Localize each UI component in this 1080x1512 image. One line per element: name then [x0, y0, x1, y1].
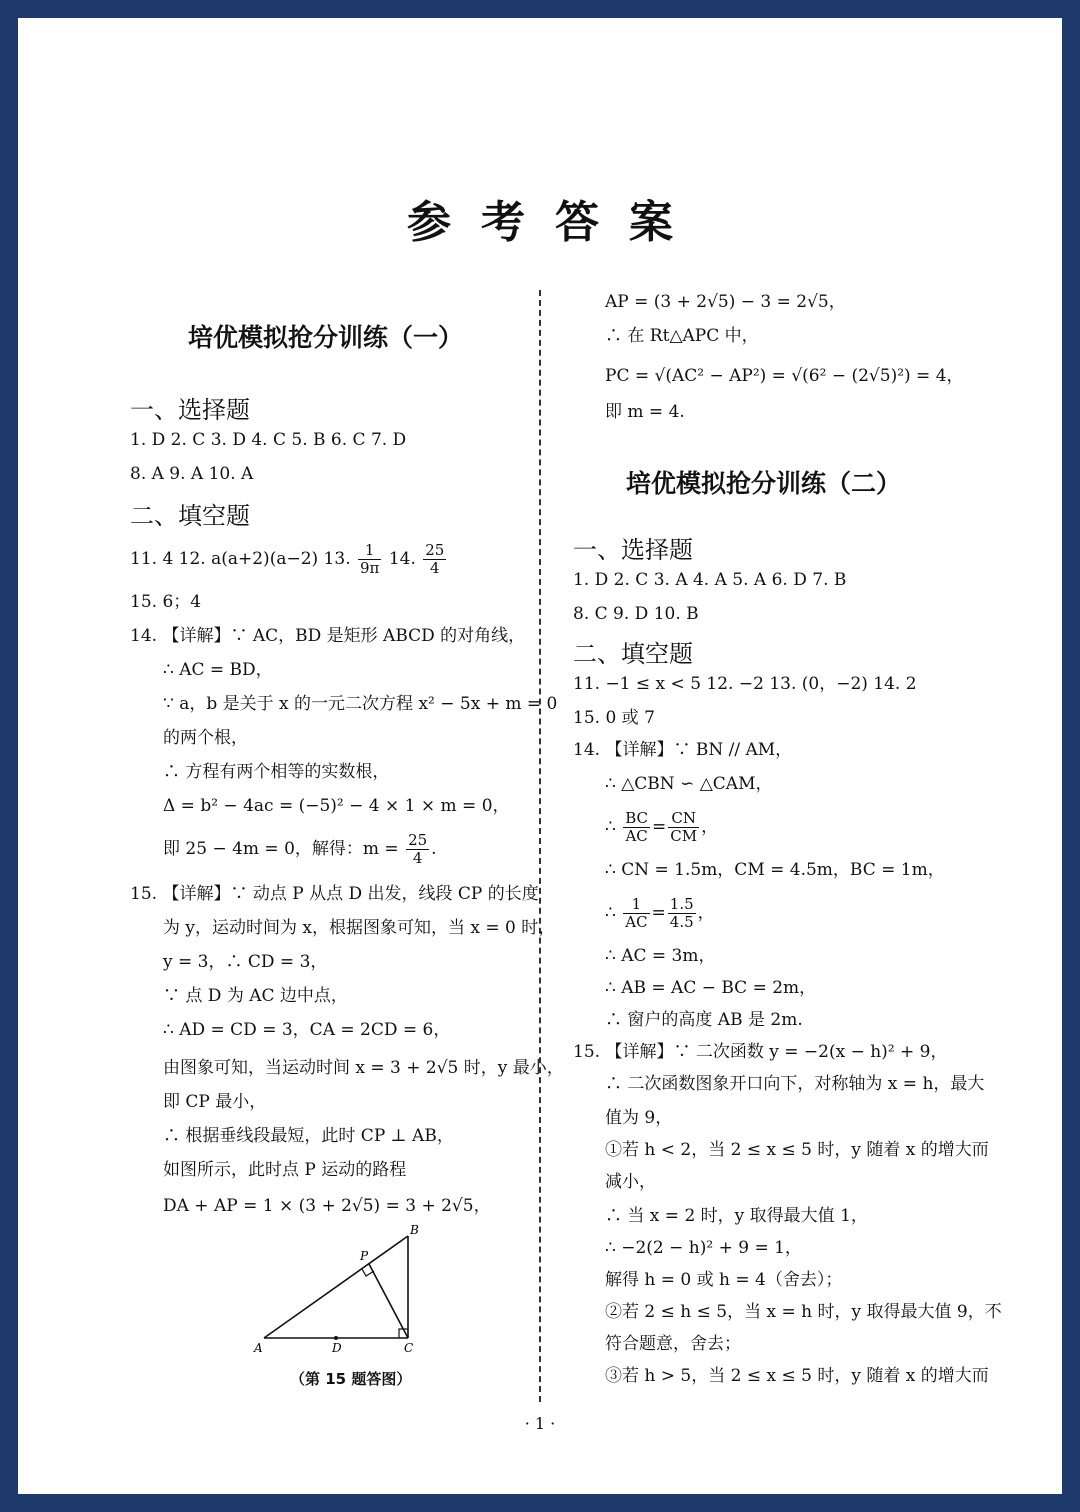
right-d14-line: ∴ CN = 1.5m，CM = 4.5m，BC = 1m， — [605, 860, 945, 880]
right-d14-line: ∴ AC = 3m， — [605, 946, 716, 966]
right-d15-line: ①若 h < 2，当 2 ≤ x ≤ 5 时，y 随着 x 的增大而 — [605, 1140, 989, 1160]
fraction-1-ac: $\frac{1}{AC}$ — [625, 895, 648, 931]
label-p: P — [360, 1249, 369, 1263]
fraction-cn-cm: $\frac{CN}{CM}$ — [670, 809, 698, 845]
left-d15-line: 如图所示，此时点 P 运动的路程 — [163, 1160, 407, 1180]
right-d14-line: ∴ AB = AC − BC = 2m， — [605, 978, 817, 998]
left-d15-line: ∴ AD = CD = 3，CA = 2CD = 6， — [163, 1020, 451, 1040]
right-d14-line: ∴ $\frac{1}{AC}$ = $\frac{1.5}{4.5}$ ， — [605, 895, 715, 931]
right-fill-line-2: 15. 0 或 7 — [573, 708, 655, 728]
right-heading: 培优模拟抢分训练（二） — [626, 469, 902, 498]
right-section-fill: 二、填空题 — [573, 640, 693, 668]
answer-page — [18, 18, 1062, 1494]
left-d15-line: ∴ 根据垂线段最短，此时 CP ⊥ AB， — [163, 1126, 454, 1146]
right-d15-line: ②若 2 ≤ h ≤ 5，当 x = h 时，y 取得最大值 9，不 — [605, 1302, 1002, 1322]
fraction-13: $\frac{1}{9\pi}$ — [360, 541, 380, 577]
right-cont-line: 即 m = 4. — [605, 402, 685, 422]
right-d15-line: ∴ 当 x = 2 时，y 取得最大值 1， — [605, 1206, 868, 1226]
left-d15-line: 为 y，运动时间为 x，根据图象可知，当 x = 0 时， — [163, 918, 556, 938]
right-d15-line: 符合题意，舍去； — [605, 1334, 741, 1354]
right-d14-line: ∴ 窗户的高度 AB 是 2m. — [605, 1010, 803, 1030]
left-d14-line: ∴ 方程有两个相等的实数根， — [163, 762, 390, 782]
left-section-choice: 一、选择题 — [130, 396, 250, 424]
fill-14: 14. — [388, 549, 416, 569]
left-d14-line: Δ = b² − 4ac = (−5)² − 4 × 1 × m = 0， — [163, 796, 510, 816]
right-d14-line: 14. 【详解】∵ BN // AM， — [573, 740, 793, 760]
right-cont-line: PC = √(AC² − AP²) = √(6² − (2√5)²) = 4， — [605, 366, 964, 386]
label-c: C — [404, 1341, 414, 1354]
column-divider — [539, 290, 541, 1402]
right-cont-line: AP = (3 + 2√5) − 3 = 2√5， — [605, 292, 846, 312]
right-d15-line: ∴ −2(2 − h)² + 9 = 1， — [605, 1238, 802, 1258]
left-d15-line: y = 3，∴ CD = 3， — [163, 952, 328, 972]
left-d15-line: DA + AP = 1 × (3 + 2√5) = 3 + 2√5， — [163, 1196, 491, 1216]
left-fill-line-2: 15. 6；4 — [130, 592, 202, 612]
right-fill-line-1: 11. −1 ≤ x < 5 12. −2 13. (0，−2) 14. 2 — [573, 674, 917, 694]
left-choice-line-2: 8. A 9. A 10. A — [130, 464, 254, 484]
left-heading: 培优模拟抢分训练（一） — [188, 323, 464, 352]
left-d14-line: 的两个根， — [163, 728, 248, 748]
left-d15-line: 15. 【详解】∵ 动点 P 从点 D 出发，线段 CP 的长度 — [130, 884, 539, 904]
label-a: A — [254, 1341, 263, 1354]
point-d — [334, 1336, 338, 1340]
right-d15-line: ∴ 二次函数图象开口向下，对称轴为 x = h，最大 — [605, 1074, 985, 1094]
page-number: · 1 · — [524, 1414, 556, 1433]
fraction-bc-ac: $\frac{BC}{AC}$ — [625, 809, 649, 845]
left-d15-line: 即 CP 最小， — [163, 1092, 267, 1112]
right-d15-line: 15. 【详解】∵ 二次函数 y = −2(x − h)² + 9， — [573, 1042, 948, 1062]
segment-ab — [264, 1236, 408, 1338]
right-section-choice: 一、选择题 — [573, 536, 693, 564]
right-d14-line: ∴ $\frac{BC}{AC}$ = $\frac{CN}{CM}$ ， — [605, 809, 719, 845]
right-choice-line-2: 8. C 9. D 10. B — [573, 604, 699, 624]
right-choice-line-1: 1. D 2. C 3. A 4. A 5. A 6. D 7. B — [573, 570, 847, 590]
left-d14-line: ∵ a，b 是关于 x 的一元二次方程 x² − 5x + m = 0 — [163, 694, 558, 714]
left-d14-line: ∴ AC = BD， — [163, 660, 273, 680]
left-d15-line: ∵ 点 D 为 AC 边中点， — [163, 986, 348, 1006]
fill-11-13: 11. 4 12. a(a+2)(a−2) 13. — [130, 549, 351, 569]
fraction-15-45: $\frac{1.5}{4.5}$ — [669, 895, 694, 931]
page-title: 参考答案 — [407, 197, 703, 248]
right-d15-line: 减小， — [605, 1172, 656, 1192]
left-section-fill: 二、填空题 — [130, 502, 250, 530]
fraction-m: $\frac{25}{4}$ — [408, 831, 428, 867]
right-d14-line: ∴ △CBN ∽ △CAM， — [605, 774, 773, 794]
label-d: D — [332, 1341, 342, 1354]
figure-caption: （第 15 题答图） — [290, 1370, 412, 1388]
label-b: B — [410, 1224, 419, 1237]
segment-cp — [369, 1264, 408, 1338]
left-d14-line: 即 25 − 4m = 0，解得：m = $\frac{25}{4}$ . — [163, 831, 437, 867]
left-choice-line-1: 1. D 2. C 3. D 4. C 5. B 6. C 7. D — [130, 430, 407, 450]
right-cont-line: ∴ 在 Rt△APC 中， — [605, 326, 759, 346]
triangle-figure — [248, 1224, 428, 1354]
left-fill-line-1 — [130, 542, 448, 577]
right-d15-line: ③若 h > 5，当 2 ≤ x ≤ 5 时，y 随着 x 的增大而 — [605, 1366, 989, 1386]
left-d14-line: 14. 【详解】∵ AC，BD 是矩形 ABCD 的对角线， — [130, 626, 526, 646]
right-d15-line: 值为 9， — [605, 1108, 673, 1128]
right-d15-line: 解得 h = 0 或 h = 4（舍去）； — [605, 1270, 843, 1290]
fraction-14: $\frac{25}{4}$ — [425, 541, 445, 577]
left-d15-line: 由图象可知，当运动时间 x = 3 + 2√5 时，y 最小， — [163, 1058, 564, 1078]
